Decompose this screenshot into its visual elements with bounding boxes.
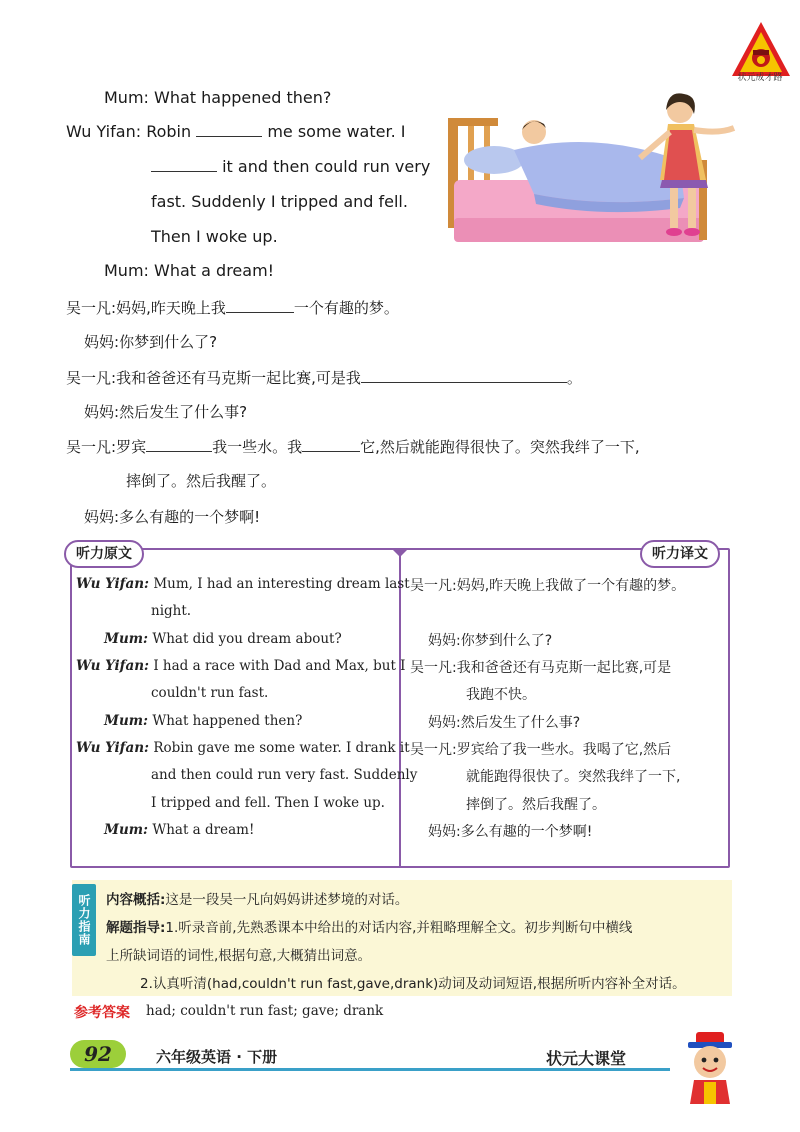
script-line: and then could run very fast. Suddenly xyxy=(151,767,418,783)
translation-line: 吴一凡:我和爸爸还有马克斯一起比赛,可是 xyxy=(410,660,672,676)
en-line-wu-2: it and then could run very xyxy=(151,157,430,176)
script-line: couldn't run fast. xyxy=(151,685,269,701)
answer-blank-zh-2[interactable] xyxy=(361,369,567,383)
listening-divider xyxy=(399,556,401,868)
guide-tip-1: 解题指导:1.听录音前,先熟悉课本中给出的对话内容,并粗略理解全文。初步判断句中横线 xyxy=(106,920,633,936)
zh-line-4: 妈妈:然后发生了什么事? xyxy=(84,403,248,421)
answer-blank-2[interactable] xyxy=(151,158,217,172)
script-line: night. xyxy=(151,603,192,619)
listening-script-tag: 听力原文 xyxy=(64,540,144,568)
page-number: 92 xyxy=(70,1040,126,1068)
zh-line-5b: 摔倒了。然后我醒了。 xyxy=(126,472,277,490)
footer-book-title: 六年级英语 · 下册 xyxy=(156,1048,278,1066)
guide-tip-2: 2.认真听清(had,couldn't run fast,gave,drank)动词及动词短语,根据所听内容补全对话。 xyxy=(140,976,686,992)
guide-side-label: 听力指南 xyxy=(72,884,96,956)
script-line: Wu Yifan: Robin gave me some water. I drank it xyxy=(76,740,410,756)
en-line-mum-2: Mum: What a dream! xyxy=(104,261,275,280)
translation-line: 我跑不快。 xyxy=(466,687,536,703)
script-line: Wu Yifan: Mum, I had an interesting dream last xyxy=(76,576,410,592)
zh-line-6: 妈妈:多么有趣的一个梦啊! xyxy=(84,508,261,526)
listening-notch xyxy=(391,548,409,557)
script-line: Mum: What did you dream about? xyxy=(104,631,342,647)
translation-line: 妈妈:你梦到什么了? xyxy=(428,633,553,649)
listening-translation-tag: 听力译文 xyxy=(640,540,720,568)
zh-line-3: 吴一凡:我和爸爸还有马克斯一起比赛,可是我 。 xyxy=(66,369,582,387)
translation-line: 摔倒了。然后我醒了。 xyxy=(466,797,606,813)
zh-line-2: 妈妈:你梦到什么了? xyxy=(84,333,218,351)
logo-caption: 状元成才路 xyxy=(737,73,783,83)
answer-blank-zh-3[interactable] xyxy=(146,438,212,452)
script-line: Wu Yifan: I had a race with Dad and Max, but I xyxy=(76,658,406,674)
en-line-mum-1: Mum: What happened then? xyxy=(104,88,332,107)
en-line-wu-1: Wu Yifan: Robin me some water. I xyxy=(66,122,406,141)
translation-line: 就能跑得很快了。突然我绊了一下, xyxy=(466,769,681,785)
en-line-wu-3: fast. Suddenly I tripped and fell. xyxy=(151,192,408,211)
mascot-icon xyxy=(678,1030,742,1108)
script-line: Mum: What happened then? xyxy=(104,713,303,729)
translation-line: 妈妈:然后发生了什么事? xyxy=(428,715,581,731)
script-line: I tripped and fell. Then I woke up. xyxy=(151,795,385,811)
footer-brand: 状元大课堂 xyxy=(546,1049,627,1068)
en-line-wu-4: Then I woke up. xyxy=(151,227,278,246)
zh-line-5: 吴一凡:罗宾 我一些水。我 它,然后就能跑得很快了。突然我绊了一下, xyxy=(66,438,640,456)
guide-tip-1b: 上所缺词语的词性,根据句意,大概猜出词意。 xyxy=(106,948,372,964)
translation-line: 吴一凡:妈妈,昨天晚上我做了一个有趣的梦。 xyxy=(410,578,686,594)
zh-line-1: 吴一凡:妈妈,昨天晚上我 一个有趣的梦。 xyxy=(66,299,399,317)
answer-blank-zh-4[interactable] xyxy=(302,438,360,452)
answer-label: 参考答案 xyxy=(74,1005,130,1021)
answer-blank-1[interactable] xyxy=(196,123,262,137)
answer-blank-zh-1[interactable] xyxy=(226,299,294,313)
answer-text: had; couldn't run fast; gave; drank xyxy=(146,1003,384,1019)
translation-line: 吴一凡:罗宾给了我一些水。我喝了它,然后 xyxy=(410,742,672,758)
script-line: Mum: What a dream! xyxy=(104,822,255,838)
guide-summary: 内容概括:这是一段吴一凡向妈妈讲述梦境的对话。 xyxy=(106,892,409,908)
translation-line: 妈妈:多么有趣的一个梦啊! xyxy=(428,824,593,840)
bedroom-illustration xyxy=(444,90,744,250)
